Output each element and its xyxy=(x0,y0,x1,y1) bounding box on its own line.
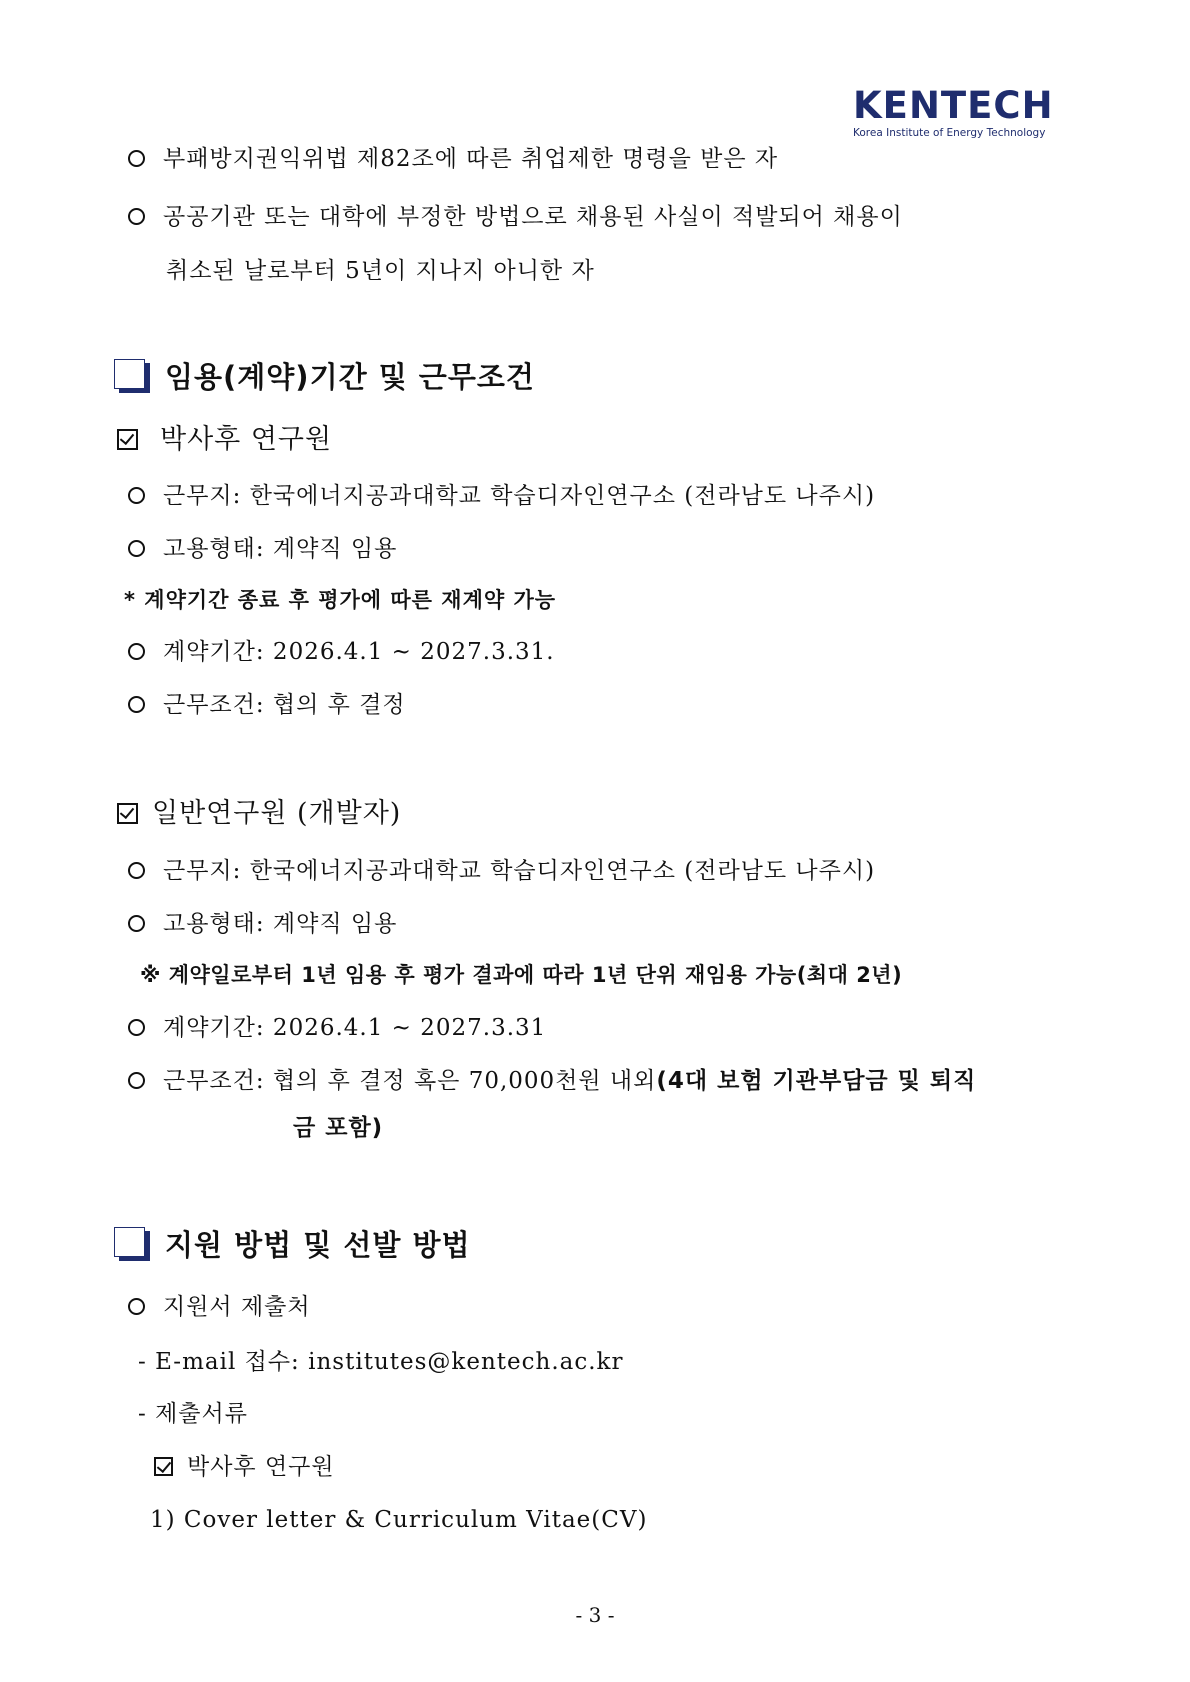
list-item: 공공기관 또는 대학에 부정한 방법으로 채용된 사실이 적발되어 채용이 xyxy=(128,202,903,232)
subsection-postdoc: 박사후 연구원 xyxy=(117,423,332,457)
list-item: 부패방지권익위법 제82조에 따른 취업제한 명령을 받은 자 xyxy=(128,144,778,174)
circle-bullet-icon xyxy=(128,1298,145,1315)
list-item: 근무조건: 협의 후 결정 xyxy=(128,690,406,720)
circle-bullet-icon xyxy=(128,208,145,225)
docs-postdoc: 박사후 연구원 xyxy=(154,1452,335,1482)
kentech-logo xyxy=(853,86,1071,142)
list-item: 계약기간: 2026.4.1 ~ 2027.3.31 xyxy=(128,1013,546,1043)
heading-box-icon xyxy=(114,1227,150,1261)
list-item: 근무조건: 협의 후 결정 혹은 70,000천원 내외(4대 보험 기관부담금 및 퇴직 xyxy=(128,1066,976,1096)
list-item: 고용형태: 계약직 임용 xyxy=(128,909,397,939)
circle-bullet-icon xyxy=(128,915,145,932)
logo-subtitle: Korea Institute of Energy Technology xyxy=(853,127,1046,139)
email-label: - E-mail 접수: xyxy=(138,1349,309,1375)
page-number: - 3 - xyxy=(575,1603,615,1627)
circle-bullet-icon xyxy=(128,862,145,879)
list-item-continuation: 취소된 날로부터 5년이 지나지 아니한 자 xyxy=(166,258,595,284)
section-heading-term: 임용(계약)기간 및 근무조건 xyxy=(114,357,535,397)
checked-box-icon xyxy=(154,1457,173,1476)
circle-bullet-icon xyxy=(128,540,145,557)
circle-bullet-icon xyxy=(128,643,145,660)
note-text: ※ 계약일로부터 1년 임용 후 평가 결과에 따라 1년 단위 재임용 가능(최대 2년) xyxy=(140,963,903,987)
docs-label: - 제출서류 xyxy=(138,1401,248,1427)
logo-wordmark: KENTECH xyxy=(853,84,1054,127)
circle-bullet-icon xyxy=(128,696,145,713)
list-item: 근무지: 한국에너지공과대학교 학습디자인연구소 (전라남도 나주시) xyxy=(128,856,875,886)
list-item: 계약기간: 2026.4.1 ~ 2027.3.31. xyxy=(128,637,555,667)
document-item: 1) Cover letter & Curriculum Vitae(CV) xyxy=(150,1507,648,1533)
note-text: * 계약기간 종료 후 평가에 따른 재계약 가능 xyxy=(124,588,557,612)
list-item: 지원서 제출처 xyxy=(128,1292,311,1322)
circle-bullet-icon xyxy=(128,1072,145,1089)
checked-box-icon xyxy=(117,803,138,824)
heading-box-icon xyxy=(114,359,150,393)
email-address[interactable]: institutes@kentech.ac.kr xyxy=(308,1349,624,1375)
section-heading-apply: 지원 방법 및 선발 방법 xyxy=(114,1225,471,1265)
list-item: 근무지: 한국에너지공과대학교 학습디자인연구소 (전라남도 나주시) xyxy=(128,481,875,511)
circle-bullet-icon xyxy=(128,150,145,167)
list-item: 고용형태: 계약직 임용 xyxy=(128,534,397,564)
subsection-general: 일반연구원 (개발자) xyxy=(117,797,401,831)
email-line xyxy=(138,1347,623,1377)
checked-box-icon xyxy=(117,429,138,450)
circle-bullet-icon xyxy=(128,1019,145,1036)
circle-bullet-icon xyxy=(128,487,145,504)
list-item-continuation: 금 포함) xyxy=(293,1115,384,1141)
